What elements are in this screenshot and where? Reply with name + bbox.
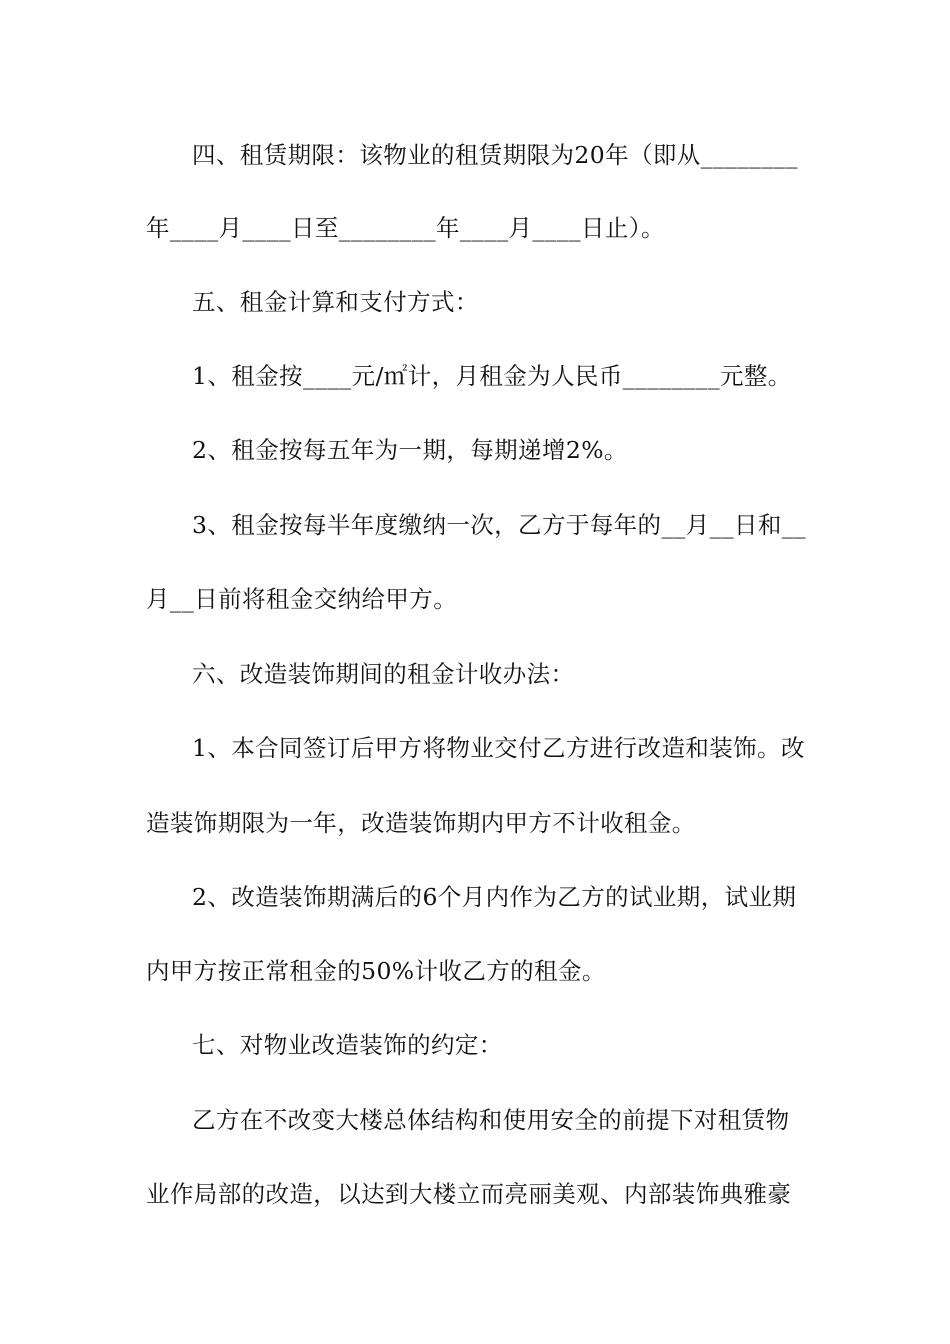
text-line: 年____月____日至________年____月____日止）。	[146, 214, 665, 242]
section-heading: 六、改造装饰期间的租金计收办法：	[192, 660, 575, 688]
text-line: 内甲方按正常租金的50%计收乙方的租金。	[146, 957, 606, 985]
text-line: 月__日前将租金交纳给甲方。	[146, 585, 458, 613]
text-line: 业作局部的改造，以达到大楼立而亮丽美观、内部装饰典雅豪	[146, 1180, 792, 1208]
section-heading: 七、对物业改造装饰的约定：	[192, 1031, 503, 1059]
text-line: 造装饰期限为一年，改造装饰期内甲方不计收租金。	[146, 809, 696, 837]
text-line: 2、改造装饰期满后的6个月内作为乙方的试业期，试业期	[192, 883, 797, 911]
section-heading: 五、租金计算和支付方式：	[192, 288, 479, 316]
text-line: 2、租金按每五年为一期，每期递增2%。	[192, 436, 628, 464]
text-line: 1、租金按____元/㎡计，月租金为人民币________元整。	[192, 362, 792, 390]
text-line: 乙方在不改变大楼总体结构和使用安全的前提下对租赁物	[192, 1106, 790, 1134]
text-line: 1、本合同签订后甲方将物业交付乙方进行改造和装饰。改	[192, 734, 805, 762]
text-line: 四、租赁期限：该物业的租赁期限为20年（即从________	[192, 141, 798, 169]
text-line: 3、租金按每半年度缴纳一次，乙方于每年的__月__日和__	[192, 511, 807, 539]
